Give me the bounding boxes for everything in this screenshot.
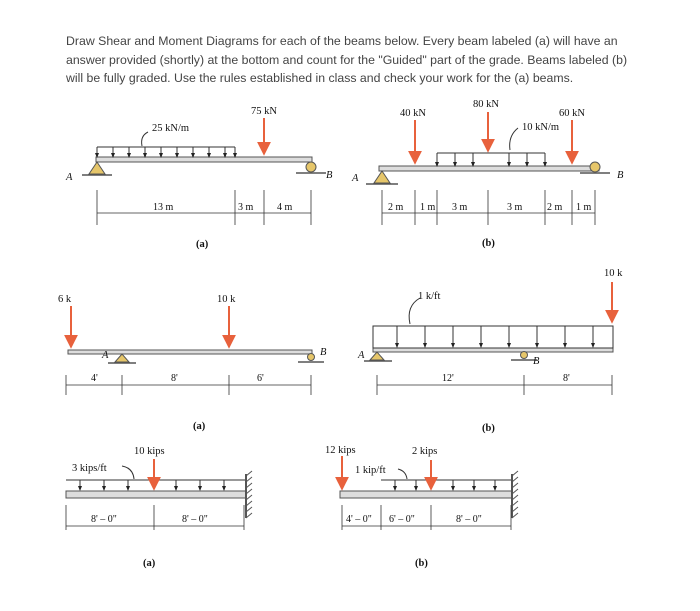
beam-2b-dim-2: 8' xyxy=(563,373,570,384)
beam-3a xyxy=(66,446,252,569)
beam-1b-end-b: B xyxy=(617,170,624,181)
beam-1b-end-a: A xyxy=(352,173,359,184)
beam-1a-dim-1: 13 m xyxy=(153,202,174,213)
instructions-text: Draw Shear and Moment Diagrams for each of the beams below. Every beam labeled (a) will have an answer provided (shortly) at the bottom and count for the "Guided" part of the grade. Beams labeled (b) will be fully graded. Use the rules established in class and check your work for the (a) beams. xyxy=(66,34,628,85)
beam-2a xyxy=(58,294,327,432)
beam-3a-fixed-support xyxy=(246,471,252,518)
beam-1a xyxy=(65,106,333,250)
beam-2a-end-a: A xyxy=(102,350,109,361)
beam-2b-pin-support xyxy=(370,352,384,360)
beam-3b-dim-1: 4' – 0" xyxy=(346,514,372,525)
beam-1b-distributed-load xyxy=(437,128,545,166)
beam-1b-load-2-label: 80 kN xyxy=(473,99,499,110)
beam-1b-dim-1: 2 m xyxy=(388,202,404,213)
beam-3a-caption: (a) xyxy=(143,558,156,569)
beam-2a-end-b: B xyxy=(320,347,327,358)
beam-1a-roller-support xyxy=(306,162,316,172)
beam-1a-dim-3: 4 m xyxy=(277,202,293,213)
beam-1a-dist-load-label: 25 kN/m xyxy=(152,123,190,134)
beam-1b-dimension-lines xyxy=(382,190,595,225)
beam-2a-load-left-label: 6 k xyxy=(58,294,72,305)
beam-3a-body xyxy=(66,491,246,498)
beam-1b-roller-support xyxy=(590,162,600,172)
beam-1b-dist-load-label: 10 kN/m xyxy=(522,122,560,133)
beam-1b-pin-support xyxy=(374,171,390,183)
beam-2a-dim-1: 4' xyxy=(91,373,98,384)
beam-2a-pin-support xyxy=(115,354,129,362)
beam-1b-caption: (b) xyxy=(482,238,495,249)
beam-2a-dim-3: 6' xyxy=(257,373,264,384)
beam-3b-body xyxy=(340,491,512,498)
beam-2a-caption: (a) xyxy=(193,421,206,432)
beam-1b-dim-5: 2 m xyxy=(547,202,563,213)
beam-1b xyxy=(351,99,624,249)
beam-1b-load-1-label: 40 kN xyxy=(400,108,426,119)
beam-2b-roller-support xyxy=(521,352,528,359)
beam-2b-dim-1: 12' xyxy=(442,373,454,384)
beam-1b-load-3-label: 60 kN xyxy=(559,108,585,119)
beam-2a-load-mid-label: 10 k xyxy=(217,294,236,305)
beam-1a-caption: (a) xyxy=(196,239,209,250)
beam-1a-dim-2: 3 m xyxy=(238,202,254,213)
beam-1b-dim-3: 3 m xyxy=(452,202,468,213)
beam-3a-dim-1: 8' – 0" xyxy=(91,514,117,525)
beam-3b-load-1-label: 12 kips xyxy=(325,445,356,456)
beam-1a-end-a: A xyxy=(66,172,73,183)
beam-3b-dist-load-label: 1 kip/ft xyxy=(355,465,386,476)
beam-1b-dim-4: 3 m xyxy=(507,202,523,213)
beam-3b-caption: (b) xyxy=(415,558,428,569)
beam-3a-dim-2: 8' – 0" xyxy=(182,514,208,525)
beam-3b-dim-2: 6' – 0" xyxy=(389,514,415,525)
beam-3b-distributed-load xyxy=(381,469,512,490)
beam-2b-dist-load-label: 1 k/ft xyxy=(418,291,441,302)
beam-2a-dim-2: 8' xyxy=(171,373,178,384)
beam-2b-distributed-load xyxy=(373,298,613,348)
beam-2b-caption: (b) xyxy=(482,423,495,434)
beam-1a-pin-support xyxy=(89,162,105,174)
beam-2b xyxy=(357,268,623,434)
beam-2b-dimension-lines xyxy=(377,375,612,395)
beam-1a-point-load-label: 75 kN xyxy=(251,106,277,117)
beam-2b-end-a: A xyxy=(358,350,365,361)
beam-3b-load-2-label: 2 kips xyxy=(412,446,438,457)
beam-3b-fixed-support xyxy=(512,471,518,518)
beam-3a-point-load-label: 10 kips xyxy=(134,446,165,457)
beam-3a-dist-load-label: 3 kips/ft xyxy=(72,463,107,474)
beam-1a-body xyxy=(96,157,312,162)
beam-2a-roller-support xyxy=(308,354,315,361)
beam-3b xyxy=(325,445,518,569)
beam-1a-distributed-load xyxy=(97,132,235,157)
beam-2b-body xyxy=(373,348,613,352)
beam-1b-body xyxy=(379,166,599,171)
beam-1b-dim-2: 1 m xyxy=(420,202,436,213)
beam-1a-end-b: B xyxy=(326,170,333,181)
beam-2b-end-b: B xyxy=(533,356,540,367)
beam-1b-dim-6: 1 m xyxy=(576,202,592,213)
beam-2b-point-load-label: 10 k xyxy=(604,268,623,279)
beam-2a-dimension-lines xyxy=(66,375,311,395)
beam-3b-dim-3: 8' – 0" xyxy=(456,514,482,525)
